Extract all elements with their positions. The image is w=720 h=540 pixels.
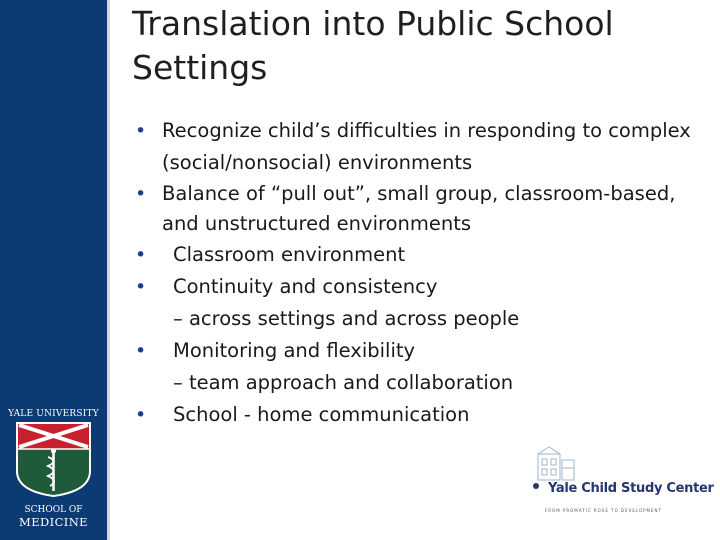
bullet-text: Recognize child’s difficulties in responding to complex (social/nonsocial) environments [162,119,691,174]
bullet-text: Balance of “pull out”, small group, classroom-based, and unstructured environments [162,182,676,235]
bullet-item [132,335,712,399]
bullet-text: Continuity and consistency [173,275,438,298]
bullet-item [132,115,712,179]
medicine-label: MEDICINE [19,515,88,529]
sidebar-divider [107,0,110,540]
sidebar [0,0,107,540]
bullet-dot-icon: • [135,183,147,205]
bullet-dot-icon: • [135,120,147,142]
logo-tagline: FROM PROMATIC ROSE TO DEVELOPMENT [545,508,662,513]
child-study-center-logo [528,446,714,518]
bullet-item [132,271,712,335]
slide-title: Translation into Public School Settings [132,4,614,87]
university-label: YALE UNIVERSITY [8,409,99,419]
bullet-dot-icon: • [135,340,147,362]
bullet-text: Monitoring and flexibility [173,339,416,362]
bullet-item [132,239,712,271]
bullet-subtext: – across settings and across people [173,307,520,330]
yale-medicine-shield-icon [13,421,94,497]
bullet-list [132,115,712,431]
school-of-label: SCHOOL OF [24,505,83,515]
bullet-dot-icon: • [135,276,147,298]
logo-name: Yale Child Study Center [548,481,714,496]
bullet-text: School - home communication [173,403,470,426]
bullet-subtext: – team approach and collaboration [173,371,514,394]
bullet-text: Classroom environment [173,243,406,266]
bullet-item [132,179,712,239]
bullet-item [132,399,712,431]
bullet-dot-icon: • [135,404,147,426]
bullet-dot-icon: • [135,244,147,266]
